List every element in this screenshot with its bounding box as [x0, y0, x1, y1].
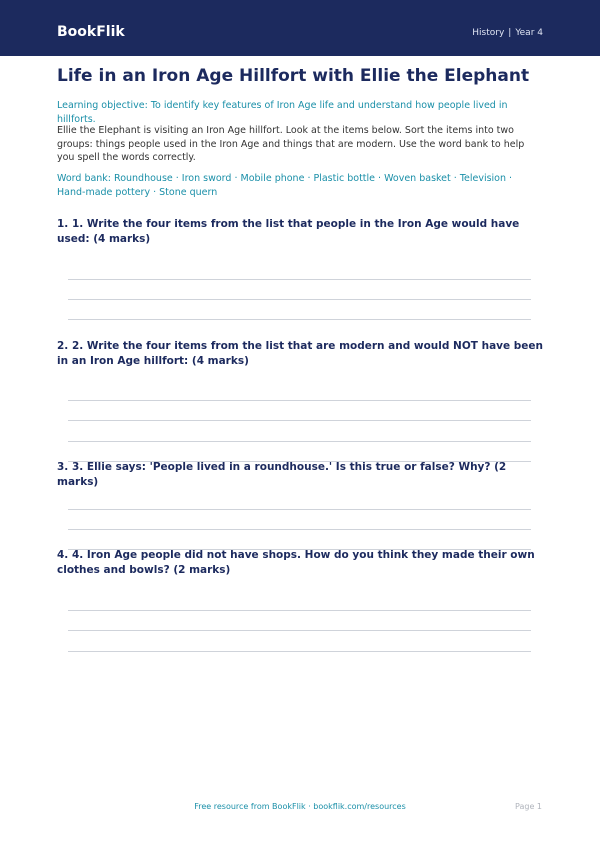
page-header [0, 0, 600, 56]
question-3: 3. 3. Ellie says: 'People lived in a roundhouse.' Is this true or false? Why? (2 marks) [57, 461, 507, 488]
brand-logo[interactable]: BookFlik [57, 24, 125, 40]
answer-line[interactable] [68, 299, 531, 300]
answer-line[interactable] [68, 529, 531, 530]
word-bank: Word bank: Roundhouse · Iron sword · Mobile phone · Plastic bottle · Woven basket · Television · Hand-made pottery · Stone quern [57, 173, 513, 198]
answer-line[interactable] [68, 441, 531, 442]
answer-line[interactable] [68, 279, 531, 280]
answer-line[interactable] [68, 400, 531, 401]
answer-line[interactable] [68, 509, 531, 510]
header-meta [472, 26, 543, 40]
intro-text: Ellie the Elephant is visiting an Iron Age hillfort. Look at the items below. Sort the items into two groups: things people used in the Iron Age and things that are modern. Use the word bank to help you spell the words correctly. [57, 125, 525, 163]
question-1: 1. 1. Write the four items from the list that people in the Iron Age would have used: (4 marks) [57, 218, 520, 245]
answer-line[interactable] [68, 651, 531, 652]
year-label: Year 4 [515, 28, 543, 38]
answer-line[interactable] [68, 630, 531, 631]
page-title: Life in an Iron Age Hillfort with Ellie the Elephant [57, 66, 530, 86]
answer-line[interactable] [68, 319, 531, 320]
footer-credit[interactable]: Free resource from BookFlik · bookflik.com/resources [194, 802, 406, 811]
question-4: 4. 4. Iron Age people did not have shops. How do you think they made their own clothes and bowls? (2 marks) [57, 549, 535, 576]
learning-objective: Learning objective: To identify key features of Iron Age life and understand how people lived in hillforts. [57, 100, 508, 125]
meta-separator: | [508, 28, 512, 38]
subject-label: History [472, 28, 505, 38]
answer-line[interactable] [68, 610, 531, 611]
page-number: Page 1 [515, 802, 542, 811]
answer-line[interactable] [68, 420, 531, 421]
question-2: 2. 2. Write the four items from the list that are modern and would NOT have been in an Iron Age hillfort: (4 marks) [57, 340, 544, 367]
